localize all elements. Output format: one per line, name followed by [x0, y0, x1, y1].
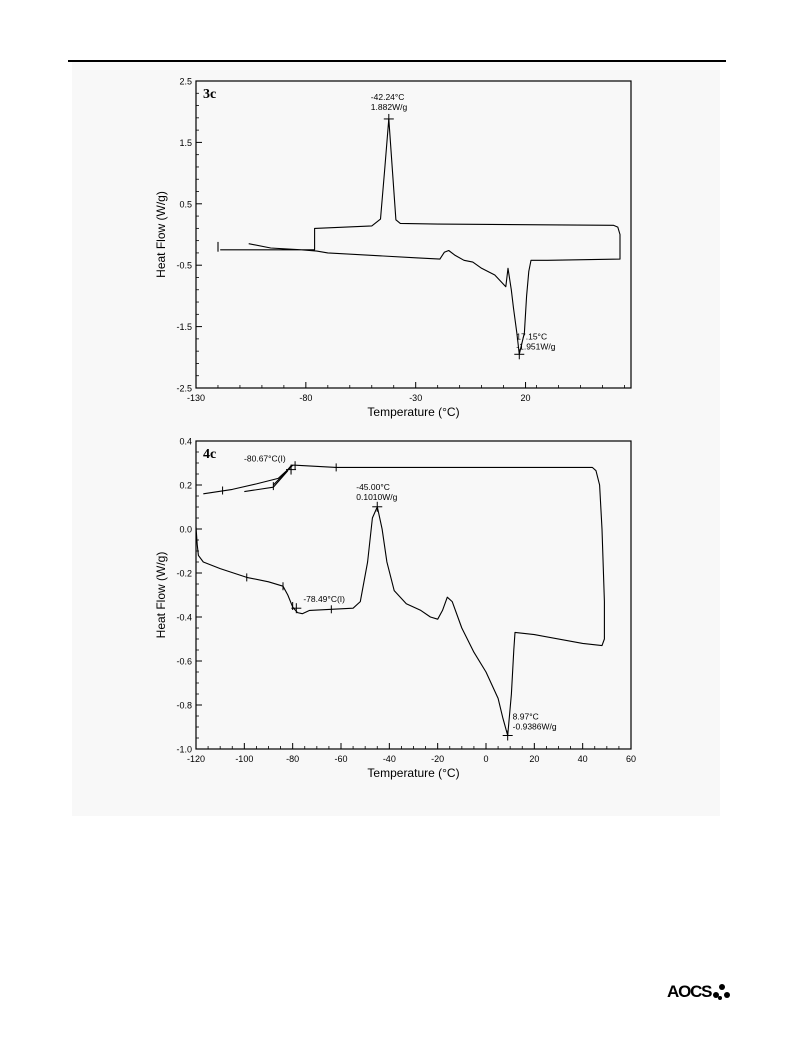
- aocs-logo: [667, 982, 737, 1004]
- y-tick-label: -1.0: [176, 744, 192, 755]
- y-tick-label: -2.5: [176, 383, 192, 394]
- x-tick-label: -120: [186, 754, 206, 764]
- annotation-line2: 0.1010W/g: [356, 491, 398, 502]
- x-tick-label: 20: [529, 754, 540, 764]
- x-tick-label: -100: [235, 754, 254, 764]
- plot-frame: [196, 441, 631, 749]
- chart-panel-4c: [154, 437, 636, 781]
- aocs-logo-text: AOCS: [667, 982, 712, 1001]
- x-tick-label: 0: [483, 754, 489, 764]
- panel-label: 3c: [203, 87, 217, 102]
- annotation-line1: -80.67°C(I): [244, 453, 286, 464]
- y-tick-label: -0.2: [176, 568, 192, 579]
- y-axis-label: Heat Flow (W/g): [154, 191, 168, 278]
- y-tick-label: -0.8: [176, 700, 192, 711]
- x-tick-label: 40: [577, 754, 588, 764]
- y-tick-label: 0.0: [179, 524, 192, 535]
- y-tick-label: -0.4: [176, 612, 192, 623]
- x-tick-label: -60: [334, 754, 348, 764]
- x-axis-label: Temperature (°C): [367, 766, 460, 780]
- panel-label: 4c: [203, 447, 217, 462]
- x-tick-label: 20: [520, 393, 531, 403]
- y-tick-label: 1.5: [179, 137, 192, 148]
- annotation-line1: -45.00°C: [356, 481, 390, 492]
- x-tick-label: -80: [286, 754, 300, 764]
- annotation-line2: -1.951W/g: [516, 341, 556, 352]
- x-tick-label: -40: [382, 754, 396, 764]
- heat-flow-trace-0: [196, 465, 604, 735]
- annotation-line1: -42.24°C: [370, 91, 405, 102]
- y-tick-label: 0.4: [179, 436, 192, 447]
- x-tick-label: -30: [409, 393, 423, 403]
- annotation-line1: -78.49°C(I): [303, 594, 345, 605]
- x-tick-label: -80: [299, 393, 313, 403]
- heat-flow-trace-1: [273, 465, 292, 485]
- x-tick-label: 60: [625, 754, 637, 764]
- y-tick-label: 0.5: [179, 199, 192, 210]
- annotation-line2: 1.882W/g: [370, 101, 408, 112]
- chart-panel-3c: [154, 77, 631, 420]
- y-tick-label: -0.6: [176, 656, 192, 667]
- y-axis-label: Heat Flow (W/g): [154, 551, 168, 639]
- y-tick-label: -0.5: [176, 260, 192, 271]
- x-tick-label: -130: [186, 393, 206, 403]
- x-axis-label: Temperature (°C): [367, 405, 460, 419]
- y-tick-label: -1.5: [176, 322, 192, 333]
- y-tick-label: 2.5: [179, 76, 192, 87]
- aocs-dots-logo-icon: [712, 983, 734, 1003]
- heat-flow-trace-0: [220, 119, 620, 354]
- annotation-line2: -0.9386W/g: [512, 721, 557, 732]
- annotation-line1: 17.15°C: [516, 331, 548, 342]
- plot-frame: [196, 81, 631, 388]
- x-tick-label: -20: [431, 754, 445, 764]
- y-tick-label: 0.2: [179, 480, 192, 491]
- annotation-line1: 8.97°C: [512, 711, 539, 722]
